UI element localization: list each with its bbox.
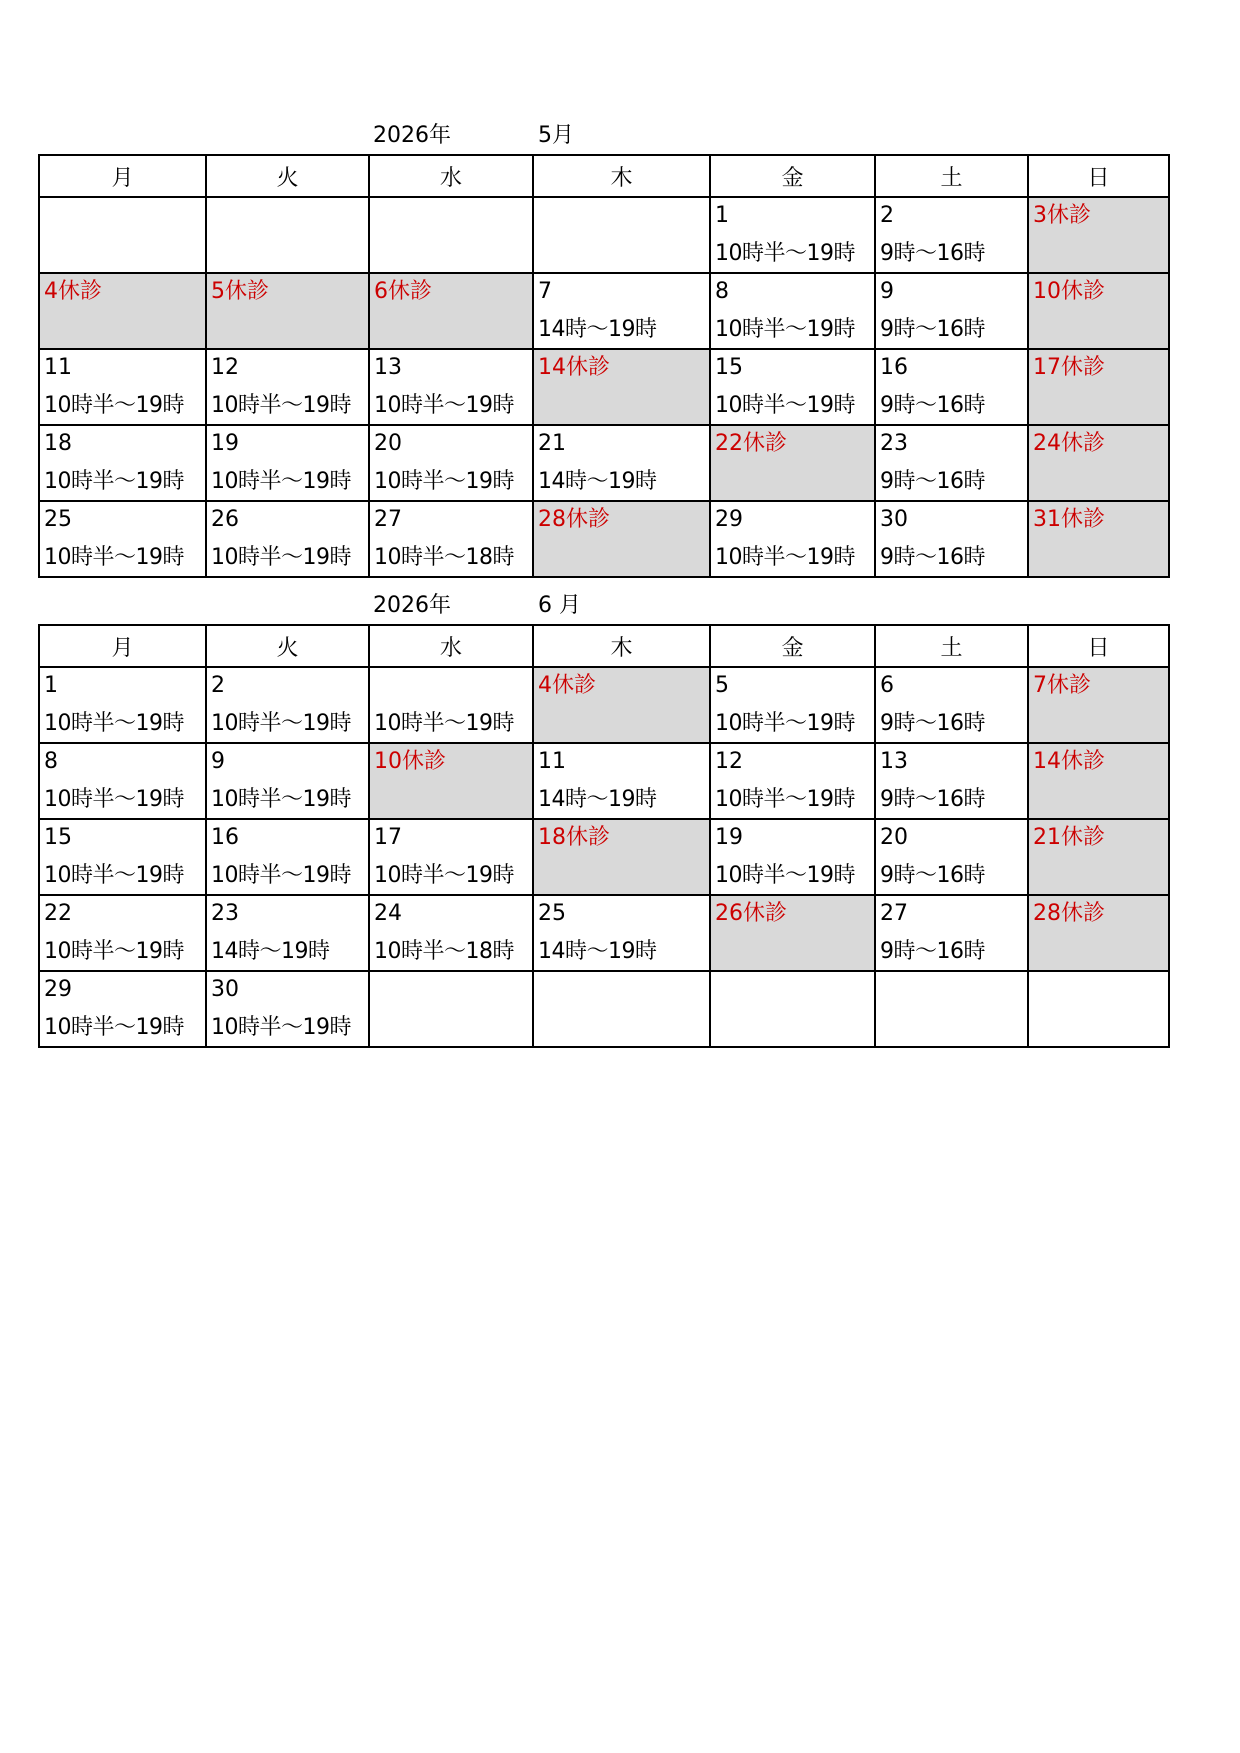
clinic-hours: 10時半～19時	[374, 863, 514, 888]
week-row	[39, 895, 1169, 971]
closed-day-label: 4休診	[44, 279, 102, 304]
day-cell	[533, 197, 710, 273]
closed-day-label: 6休診	[374, 279, 432, 304]
clinic-hours	[1033, 934, 1168, 970]
day-cell	[875, 425, 1028, 501]
day-number: 18	[44, 431, 72, 456]
clinic-hours: 10時半～19時	[44, 711, 184, 736]
day-number: 11	[44, 355, 72, 380]
clinic-hours: 9時～16時	[880, 787, 985, 812]
day-cell	[39, 667, 206, 743]
day-number: 25	[44, 507, 72, 532]
weekday-thu: 木	[533, 155, 710, 197]
day-number: 13	[374, 355, 402, 380]
day-number: 5	[715, 673, 729, 698]
day-cell	[875, 743, 1028, 819]
clinic-hours	[211, 236, 368, 272]
weekday-fri: 金	[710, 155, 875, 197]
clinic-hours: 9時～16時	[880, 863, 985, 888]
clinic-hours: 10時半～19時	[44, 863, 184, 888]
clinic-hours	[44, 312, 205, 348]
clinic-hours: 14時～19時	[538, 939, 657, 964]
week-row	[39, 425, 1169, 501]
clinic-hours	[1033, 236, 1168, 272]
day-cell	[875, 819, 1028, 895]
day-number: 9	[880, 279, 894, 304]
day-cell	[710, 743, 875, 819]
weekday-mon: 月	[39, 155, 206, 197]
day-number: 23	[880, 431, 908, 456]
day-number	[538, 198, 709, 236]
weekday-sat: 土	[875, 625, 1028, 667]
clinic-hours	[1033, 782, 1168, 818]
day-number: 2	[880, 203, 894, 228]
day-cell	[710, 349, 875, 425]
day-cell	[39, 971, 206, 1047]
calendar-body	[39, 197, 1169, 577]
clinic-hours	[1033, 540, 1168, 576]
closed-day-label: 7休診	[1033, 673, 1091, 698]
closed-day-label: 21休診	[1033, 825, 1105, 850]
clinic-hours: 10時半～19時	[211, 787, 351, 812]
closed-day-label: 26休診	[715, 901, 787, 926]
day-number: 16	[880, 355, 908, 380]
day-cell	[533, 971, 710, 1047]
day-number	[880, 972, 1027, 1010]
day-number: 15	[715, 355, 743, 380]
weekday-sun: 日	[1028, 155, 1169, 197]
day-cell	[206, 425, 369, 501]
calendar-may	[38, 118, 1168, 578]
day-number	[211, 198, 368, 236]
day-cell	[206, 501, 369, 577]
closed-day-cell	[1028, 425, 1169, 501]
day-cell	[206, 819, 369, 895]
day-number	[374, 668, 532, 706]
day-number: 15	[44, 825, 72, 850]
clinic-hours: 10時半～19時	[44, 393, 184, 418]
closed-day-cell	[710, 425, 875, 501]
day-number: 20	[880, 825, 908, 850]
clinic-hours: 10時半～19時	[211, 545, 351, 570]
calendar-june	[38, 588, 1168, 1048]
clinic-hours: 10時半～18時	[374, 545, 514, 570]
clinic-hours: 10時半～19時	[715, 545, 855, 570]
closed-day-label: 22休診	[715, 431, 787, 456]
clinic-hours	[538, 858, 709, 894]
clinic-hours	[211, 312, 368, 348]
day-cell	[39, 895, 206, 971]
clinic-hours	[1033, 464, 1168, 500]
day-cell	[39, 743, 206, 819]
clinic-hours	[538, 706, 709, 742]
day-number: 24	[374, 901, 402, 926]
week-row	[39, 819, 1169, 895]
week-row	[39, 197, 1169, 273]
day-number: 12	[211, 355, 239, 380]
closed-day-cell	[533, 819, 710, 895]
closed-day-cell	[533, 667, 710, 743]
closed-day-cell	[1028, 819, 1169, 895]
clinic-hours: 9時～16時	[880, 545, 985, 570]
clinic-hours: 9時～16時	[880, 469, 985, 494]
month-title	[38, 118, 1168, 154]
closed-day-label: 31休診	[1033, 507, 1105, 532]
closed-day-label: 14休診	[538, 355, 610, 380]
clinic-hours	[1033, 312, 1168, 348]
closed-day-label: 14休診	[1033, 749, 1105, 774]
day-number: 29	[44, 977, 72, 1002]
weekday-sun: 日	[1028, 625, 1169, 667]
day-number	[374, 972, 532, 1010]
clinic-hours: 10時半～19時	[211, 393, 351, 418]
day-cell	[710, 501, 875, 577]
week-row	[39, 743, 1169, 819]
clinic-hours: 10時半～19時	[44, 469, 184, 494]
closed-day-cell	[1028, 667, 1169, 743]
day-cell	[875, 349, 1028, 425]
clinic-hours: 9時～16時	[880, 393, 985, 418]
clinic-hours: 10時半～19時	[211, 711, 351, 736]
day-number: 27	[880, 901, 908, 926]
clinic-hours: 10時半～19時	[211, 469, 351, 494]
day-number: 21	[538, 431, 566, 456]
closed-day-cell	[39, 273, 206, 349]
closed-day-cell	[1028, 895, 1169, 971]
calendar-body	[39, 667, 1169, 1047]
clinic-hours: 9時～16時	[880, 939, 985, 964]
day-cell	[875, 273, 1028, 349]
clinic-hours: 10時半～19時	[211, 863, 351, 888]
weekday-fri: 金	[710, 625, 875, 667]
clinic-hours	[1033, 1010, 1168, 1046]
calendar-table	[38, 154, 1170, 578]
clinic-hours: 14時～19時	[538, 317, 657, 342]
day-number	[44, 198, 205, 236]
weekday-tue: 火	[206, 155, 369, 197]
clinic-hours: 10時半～19時	[715, 787, 855, 812]
day-number: 30	[880, 507, 908, 532]
day-number: 11	[538, 749, 566, 774]
day-cell	[875, 197, 1028, 273]
weekday-header-row	[39, 625, 1169, 667]
clinic-hours	[374, 1010, 532, 1046]
clinic-hours: 14時～19時	[538, 469, 657, 494]
weekday-tue: 火	[206, 625, 369, 667]
clinic-hours: 10時半～19時	[44, 939, 184, 964]
day-cell	[39, 819, 206, 895]
clinic-hours	[374, 782, 532, 818]
calendar-table	[38, 624, 1170, 1048]
closed-day-cell	[1028, 273, 1169, 349]
day-cell	[710, 273, 875, 349]
day-number: 30	[211, 977, 239, 1002]
year-label: 2026年	[373, 123, 451, 148]
clinic-hours	[715, 934, 874, 970]
day-number: 12	[715, 749, 743, 774]
day-cell	[710, 971, 875, 1047]
clinic-hours: 10時半～19時	[44, 545, 184, 570]
year-label: 2026年	[373, 593, 451, 618]
clinic-hours: 10時半～19時	[211, 1015, 351, 1040]
day-cell	[369, 501, 533, 577]
weekday-wed: 水	[369, 155, 533, 197]
month-label: 5月	[538, 123, 574, 148]
clinic-hours	[538, 236, 709, 272]
clinic-hours	[1033, 858, 1168, 894]
day-cell	[369, 895, 533, 971]
day-number: 1	[715, 203, 729, 228]
day-cell	[369, 971, 533, 1047]
day-cell	[39, 501, 206, 577]
day-cell	[39, 425, 206, 501]
clinic-hours: 14時～19時	[211, 939, 330, 964]
day-number: 9	[211, 749, 225, 774]
day-number: 19	[211, 431, 239, 456]
day-cell	[206, 197, 369, 273]
day-number: 1	[44, 673, 58, 698]
day-cell	[206, 971, 369, 1047]
closed-day-label: 10休診	[374, 749, 446, 774]
day-number	[374, 198, 532, 236]
closed-day-label: 28休診	[538, 507, 610, 532]
closed-day-cell	[533, 349, 710, 425]
clinic-hours: 10時半～19時	[715, 241, 855, 266]
closed-day-cell	[1028, 743, 1169, 819]
day-number: 2	[211, 673, 225, 698]
closed-day-cell	[1028, 197, 1169, 273]
weekday-thu: 木	[533, 625, 710, 667]
day-number: 25	[538, 901, 566, 926]
day-number: 23	[211, 901, 239, 926]
clinic-hours	[538, 1010, 709, 1046]
week-row	[39, 273, 1169, 349]
week-row	[39, 667, 1169, 743]
day-number: 8	[44, 749, 58, 774]
day-number: 16	[211, 825, 239, 850]
week-row	[39, 349, 1169, 425]
clinic-hours	[880, 1010, 1027, 1046]
day-cell	[206, 743, 369, 819]
clinic-hours	[374, 236, 532, 272]
day-cell	[875, 667, 1028, 743]
clinic-hours: 9時～16時	[880, 317, 985, 342]
day-number: 13	[880, 749, 908, 774]
day-number: 20	[374, 431, 402, 456]
day-cell	[875, 971, 1028, 1047]
day-number: 8	[715, 279, 729, 304]
weekday-mon: 月	[39, 625, 206, 667]
day-cell	[369, 667, 533, 743]
day-cell	[533, 425, 710, 501]
day-number: 6	[880, 673, 894, 698]
closed-day-label: 10休診	[1033, 279, 1105, 304]
closed-day-cell	[1028, 349, 1169, 425]
closed-day-cell	[206, 273, 369, 349]
day-number: 29	[715, 507, 743, 532]
clinic-hours: 10時半～19時	[374, 393, 514, 418]
day-cell	[39, 197, 206, 273]
day-cell	[710, 197, 875, 273]
clinic-hours	[374, 312, 532, 348]
day-cell	[1028, 971, 1169, 1047]
closed-day-label: 5休診	[211, 279, 269, 304]
day-cell	[710, 819, 875, 895]
weekday-wed: 水	[369, 625, 533, 667]
day-number: 19	[715, 825, 743, 850]
clinic-hours: 9時～16時	[880, 711, 985, 736]
day-number: 26	[211, 507, 239, 532]
day-cell	[533, 895, 710, 971]
clinic-hours	[715, 464, 874, 500]
clinic-hours: 14時～19時	[538, 787, 657, 812]
day-cell	[875, 501, 1028, 577]
closed-day-label: 4休診	[538, 673, 596, 698]
closed-day-cell	[1028, 501, 1169, 577]
month-label: 6 月	[538, 593, 581, 618]
clinic-hours	[44, 236, 205, 272]
closed-day-label: 18休診	[538, 825, 610, 850]
clinic-hours	[1033, 388, 1168, 424]
day-cell	[875, 895, 1028, 971]
day-cell	[206, 349, 369, 425]
clinic-hours: 10時半～19時	[715, 317, 855, 342]
clinic-hours	[715, 1010, 874, 1046]
day-number	[715, 972, 874, 1010]
day-number: 7	[538, 279, 552, 304]
weekday-sat: 土	[875, 155, 1028, 197]
week-row	[39, 501, 1169, 577]
day-cell	[369, 819, 533, 895]
day-cell	[369, 349, 533, 425]
month-title	[38, 588, 1168, 624]
clinic-hours: 10時半～18時	[374, 939, 514, 964]
day-cell	[533, 743, 710, 819]
day-cell	[710, 667, 875, 743]
day-cell	[369, 197, 533, 273]
clinic-hours	[538, 540, 709, 576]
closed-day-label: 17休診	[1033, 355, 1105, 380]
day-cell	[206, 895, 369, 971]
day-number: 22	[44, 901, 72, 926]
closed-day-label: 3休診	[1033, 203, 1091, 228]
day-cell	[206, 667, 369, 743]
day-number: 27	[374, 507, 402, 532]
clinic-hours: 10時半～19時	[715, 863, 855, 888]
clinic-hours: 9時～16時	[880, 241, 985, 266]
clinic-hours: 10時半～19時	[44, 787, 184, 812]
day-cell	[39, 349, 206, 425]
clinic-hours: 10時半～19時	[715, 393, 855, 418]
closed-day-cell	[369, 273, 533, 349]
weekday-header-row	[39, 155, 1169, 197]
closed-day-cell	[369, 743, 533, 819]
day-cell	[369, 425, 533, 501]
clinic-hours: 10時半～19時	[44, 1015, 184, 1040]
clinic-hours: 10時半～19時	[374, 711, 514, 736]
closed-day-label: 24休診	[1033, 431, 1105, 456]
closed-day-cell	[710, 895, 875, 971]
clinic-hours: 10時半～19時	[715, 711, 855, 736]
clinic-hours: 10時半～19時	[374, 469, 514, 494]
week-row	[39, 971, 1169, 1047]
clinic-hours	[538, 388, 709, 424]
closed-day-cell	[533, 501, 710, 577]
day-cell	[533, 273, 710, 349]
day-number	[538, 972, 709, 1010]
day-number: 17	[374, 825, 402, 850]
clinic-hours	[1033, 706, 1168, 742]
closed-day-label: 28休診	[1033, 901, 1105, 926]
day-number	[1033, 972, 1168, 1010]
